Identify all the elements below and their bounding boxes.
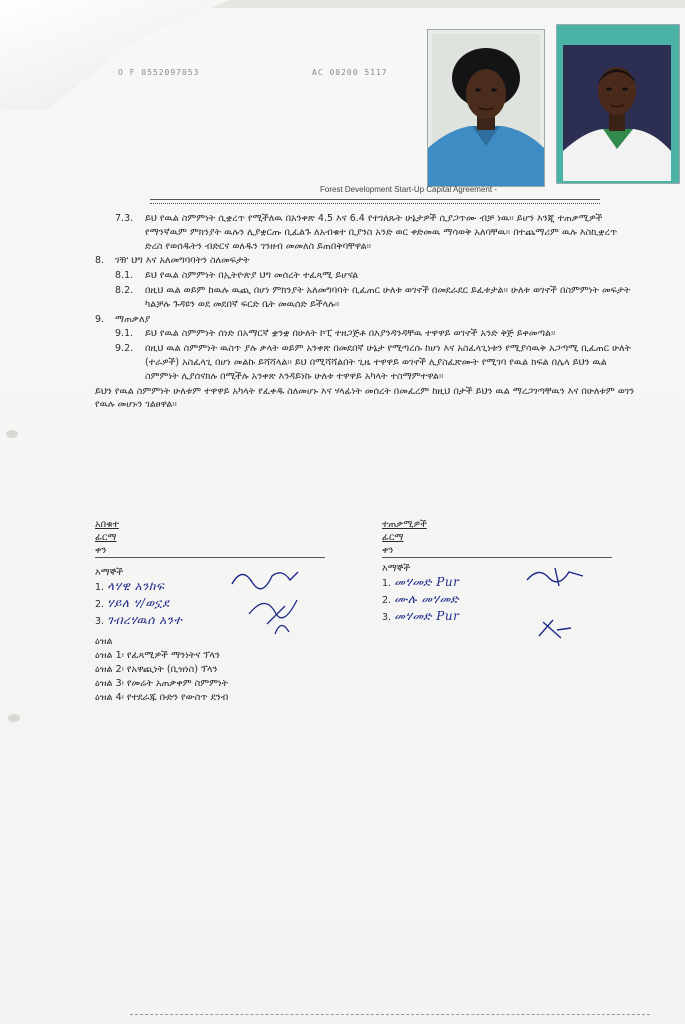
agreement-header: Forest Development Start-Up Capital Agreement - xyxy=(320,185,497,194)
attachment-item: ዕዝል 4፡ የተደራጁ ቡድን የውስጥ ደንብ xyxy=(95,692,229,703)
clause xyxy=(95,269,635,283)
clause xyxy=(95,342,635,383)
header-rule xyxy=(150,199,600,200)
witness-name: መሃመድ Pur xyxy=(394,575,460,589)
date-label: ቀን xyxy=(382,545,394,556)
bottom-rule xyxy=(130,1014,650,1015)
date-line xyxy=(95,544,325,558)
signature-scribble xyxy=(245,584,305,640)
header-rule-2 xyxy=(150,203,600,204)
signature-scribble xyxy=(535,616,575,642)
clause xyxy=(95,327,635,341)
clause-number: 9.2. xyxy=(115,343,134,355)
clause-number: 9.1. xyxy=(115,328,134,340)
signature-scribble xyxy=(525,562,585,592)
clause-number: 8.1. xyxy=(115,270,134,282)
punch-hole xyxy=(6,430,18,438)
signature-section xyxy=(95,518,635,718)
page-top-edge xyxy=(150,0,685,8)
punch-hole xyxy=(8,714,20,722)
witnesses-label: እማኞች xyxy=(382,563,411,574)
applicant-photo-1 xyxy=(427,29,545,187)
clause-number: 7.3. xyxy=(115,213,134,224)
reference-number-right: AC 00200 5117 xyxy=(312,68,388,77)
sign-label: ፊርማ xyxy=(95,532,117,543)
clause-heading xyxy=(95,254,635,268)
party-label: ተጠቃሚዎች xyxy=(382,519,427,530)
witness-number: 2. xyxy=(95,599,105,610)
witness-number: 2. xyxy=(382,595,392,606)
attachment-item: ዕዝል 1፡ የፈጻሚዎች ማንነትና ፕላን xyxy=(95,650,220,661)
witness-name: ገብረሃዉሰ አንተ xyxy=(107,613,183,627)
witness-name: ሙሉ መሃመድ xyxy=(394,592,460,606)
closing-statement xyxy=(95,385,635,413)
folded-corner xyxy=(0,0,230,110)
clause-number: 8. xyxy=(95,255,105,267)
clauses-section xyxy=(95,212,635,413)
witness-name: መሃመድ Pur xyxy=(394,609,460,623)
witness-row xyxy=(382,593,612,610)
attachment-item: ዕዝል 3፡ የመሬት አጠቃቀም ስምምነት xyxy=(95,678,229,689)
witness-row xyxy=(382,610,612,627)
clause-number: 9. xyxy=(95,313,105,325)
witness-number: 1. xyxy=(382,578,392,589)
witness-number: 3. xyxy=(95,616,105,627)
clause xyxy=(95,212,635,253)
applicant-photo-2 xyxy=(556,24,680,184)
clause-text: ይህ የዉል ስምምነት በኢትዮጵያ ህግ መሰረት ተፈጻሚ ይሆናል xyxy=(145,270,359,282)
clause-text: በዚህ ዉል ስምምነት ዉስጥ ያሉ ቃላት ወይም አንቀጽ በመደበኛ ሁኔታ የሚጣረሱ ከሆነ እና አስፈላጊነቱን የሚያሳዉቅ አጋጣሚ ቢፈጠር ሁለት (ተራዎች) አስፈላጊ በሆነ መልኩ ይሻሻላል። ይህ በሚሻሻልበት ጊዜ ተዋዋይ ወገኖች ሊያስፈጽሙት የሚገባ የዉል ክፍል በሌላ ይህን ዉል ስምምነት ሊያሰናክሉ በሚችሉ አንቀጽ እንዳይነኩ ሁለቱ ተዋዋይ አካላት ተስማምተዋል። xyxy=(145,343,632,382)
clause-text: በዚህ ዉል ወይም ከዉሉ ዉጪ በሆነ ምክንያት አለመግባባት ቢፈጠር ሁለቱ ወገኖች በመደራደር ይፈቱታል። ሁለቱ ወገኖች በስምምነት መፍታት ካልቻሉ ጉዳዩን ወደ መደበኛ ፍርድ ቤት መዉሰድ ይችላሉ። xyxy=(145,284,631,310)
witness-number: 1. xyxy=(95,582,105,593)
date-line xyxy=(382,544,612,558)
witness-name: ላሃዊ አንከፍ xyxy=(107,579,165,593)
clause-text: ይህን የዉል ስምምነት ሁለቱም ተዋዋይ አካላት የፈቀዱ ስለመሆኑ እና ሃላፊነት መሰረት በመፈረም ከዚህ በታች ይህን ዉል ማረጋገጣቸዉን እና በሁለቱም ወገን የዉሉ መሆኑን ገልፀዋል። xyxy=(95,385,635,411)
attachments-title: ዕዝል xyxy=(95,636,113,647)
clause-number: 8.2. xyxy=(115,284,134,296)
clause xyxy=(95,284,635,312)
clause-text: ማጠቃለያ xyxy=(115,313,151,325)
clause-text: ይህ የዉል ስምምነት ሲቋረጥ የሚችለዉ በአንቀጽ 4.5 እና 6.4 የተገለጹት ሁኔታዎች ሲያጋጥሙ ብቻ ነዉ። ይሆን እንጂ ተጠቃሚዎች የማንኛዉም ምክንያት ዉሉን ሊያቋርጡ ቢፈልጉ ለአብቁተ ቢያንስ አንድ ወር ቀድመዉ ማሳወቅ አለባቸዉ። በተጨማሪም ዉሉ እስኪቋረጥ ድረስ የወሰዱትን ብድርና ወለዱን ገንዘብ መመለስ ይጠበቅባቸዋል። xyxy=(145,213,618,252)
clause-text: ገዥ ህግ እና አለመግባባትን ስለመፍታት xyxy=(115,255,250,267)
clause-heading xyxy=(95,313,635,327)
party-label: አበቁተ xyxy=(95,519,119,530)
sign-label: ፊርማ xyxy=(382,532,404,543)
reference-number-left: O F 0552097053 xyxy=(118,68,200,77)
attachment-item: ዕዝል 2፡ የአዋጪነት (ቢዝነስ) ፕላን xyxy=(95,664,218,675)
witnesses-label: እማኞች xyxy=(95,567,124,578)
witness-name: ሃይለ ሃ/ወኗደ xyxy=(107,596,170,610)
date-label: ቀን xyxy=(95,545,107,556)
witness-number: 3. xyxy=(382,612,392,623)
clause-text: ይህ የዉል ስምምነት ሰነድ በአማርኛ ቋንቋ በሁለት ኮፒ ተዘጋጅቶ በእያንዳንዳቸዉ ተዋዋይ ወገኖች አንድ ቅጅ ይቀመጣል። xyxy=(145,328,556,340)
